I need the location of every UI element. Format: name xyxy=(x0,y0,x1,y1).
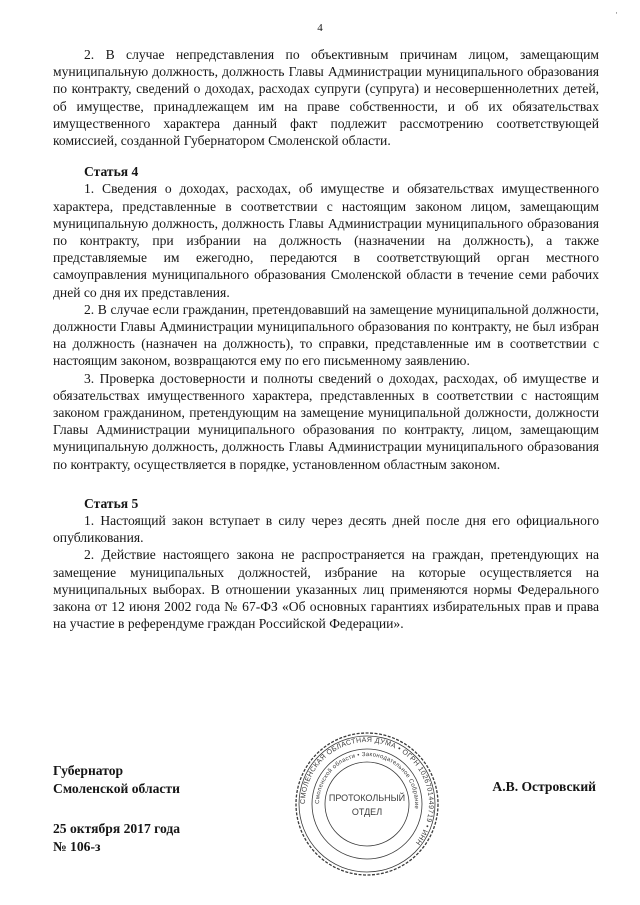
article5-paragraph-2: 2. Действие настоящего закона не распространяется на граждан, претендующих на замещение муниципальных должностей, избрание на которые осуществляется на муниципальных выборах. В отношении указанных лиц применяются нормы Федерального закона от 12 июня 2002 года № 67-ФЗ «Об основных гарантиях избирательных прав и права на участие в референдуме граждан Российской Федерации». xyxy=(53,547,599,632)
seal-center-line2: ОТДЕЛ xyxy=(351,807,383,817)
signature-title xyxy=(53,762,180,797)
seal-inner-ring-text: Смоленской области • Законодательное Собрание xyxy=(314,751,420,810)
signature-title-line2: Смоленской области xyxy=(53,780,180,796)
date-block xyxy=(53,820,180,855)
signature-name: А.В. Островский xyxy=(492,779,596,794)
scan-artifact: · xyxy=(615,8,618,18)
article5-heading: Статья 5 xyxy=(84,495,139,511)
seal-svg xyxy=(292,729,442,879)
seal-center-line1: ПРОТОКОЛЬНЫЙ xyxy=(328,793,406,803)
document-date: 25 октября 2017 года xyxy=(53,821,181,836)
page-number: 4 xyxy=(317,22,323,34)
document-number: № 106-з xyxy=(53,838,101,854)
article5-paragraph-1: 1. Настоящий закон вступает в силу через десять дней после дня его официального опубликования. xyxy=(53,513,599,546)
seal-inner-circle xyxy=(325,762,409,846)
article4-paragraph-1: 1. Сведения о доходах, расходах, об имуществе и обязательствах имущественного характера, представленные в соответствии с настоящим законом лицом, замещающим муниципальную должность, должность Главы Администрации муниципального образования по контракту, при избрании на должность (назначении на должность), а также представляемые им ежегодно, передаются в соответствующий орган местного самоуправления муниципального образования Смоленской области в течение семи рабочих дней со дня их представления. xyxy=(53,181,599,300)
paragraph-top-2: 2. В случае непредставления по объективным причинам лицом, замещающим муниципальную должность, должность Главы Администрации муниципального образования по контракту, сведений о доходах, расходах супруги (супруга) и несовершеннолетних детей, об имуществе, принадлежащем им на праве собственности, и об их обязательствах имущественного характера данный факт подлежит рассмотрению соответствующей комиссией, созданной Губернатором Смоленской области. xyxy=(53,47,599,149)
seal-middle-circle xyxy=(312,749,422,859)
document-body xyxy=(53,46,599,633)
article4-heading: Статья 4 xyxy=(84,164,139,180)
signature-title-line1: Губернатор xyxy=(53,763,124,778)
seal-outer-ring-text: СМОЛЕНСКАЯ ОБЛАСТНАЯ ДУМА • ОГРН 1026701449719 • ИНН xyxy=(299,736,435,847)
article4-paragraph-3: 3. Проверка достоверности и полноты сведений о доходах, расходах, об имуществе и обязательствах имущественного характера, представленных в соответствии с настоящим законом гражданином, претендующим на замещение муниципальной должности, должности Главы Администрации муниципального образования по контракту, лицом, замещающим муниципальную должность, должность Главы Администрации муниципального образования по контракту, осуществляется в порядке, установленном областным законом. xyxy=(53,370,599,472)
official-seal-stamp xyxy=(292,729,442,879)
article4-paragraph-2: 2. В случае если гражданин, претендовавший на замещение муниципальной должности, должности Главы Администрации муниципального образования по контракту, не был избран на должность (назначен на должность), то справки, представленные им в соответствии с настоящим законом, возвращаются ему по его письменному заявлению. xyxy=(53,301,599,369)
